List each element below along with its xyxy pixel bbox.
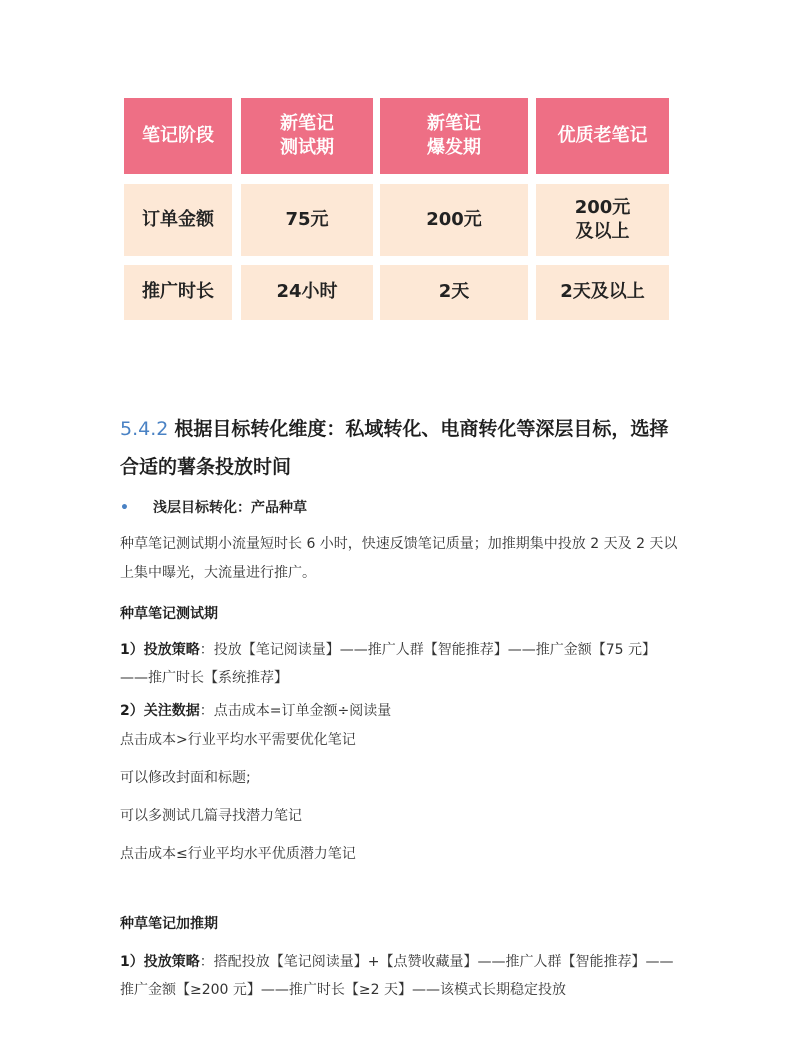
bullet-label: 浅层目标转化：产品种草 [152,500,307,516]
note-line: 点击成本≤行业平均水平优质潜力笔记 [120,846,356,862]
test-data-line [120,697,680,725]
table-cell: 200元 及以上 [536,184,669,256]
section-title: 根据目标转化维度：私域转化、电商转化等深层目标，选择合适的薯条投放时间 [120,418,669,478]
section-heading [120,410,680,486]
table-header-cell: 新笔记 爆发期 [380,98,528,174]
note-line: 可以修改封面和标题; [120,770,251,786]
table-row-label: 订单金额 [124,184,232,256]
intro-paragraph: 种草笔记测试期小流量短时长 6 小时，快速反馈笔记质量；加推期集中投放 2 天及 2 天以上集中曝光，大流量进行推广。 [120,536,678,581]
data-text: ：点击成本=订单金额÷阅读量 [199,703,392,719]
boost-strategy-line [120,948,680,1004]
strategy-text: ：投放【笔记阅读量】——推广人群【智能推荐】——推广金额【75 元】——推广时长【系统推荐】 [120,642,657,686]
table-cell: 200元 [380,184,528,256]
table-header-cell: 新笔记 测试期 [241,98,373,174]
strategy-lead: 1）投放策略 [120,954,200,970]
data-lead: 2）关注数据 [120,703,200,719]
boost-period-title: 种草笔记加推期 [120,916,218,932]
strategy-text: ：搭配投放【笔记阅读量】+【点赞收藏量】——推广人群【智能推荐】——推广金额【≥200 元】——推广时长【≥2 天】——该模式长期稳定投放 [120,954,674,998]
table-row-label: 推广时长 [124,265,232,320]
table-cell: 2天 [380,265,528,320]
note-line: 点击成本>行业平均水平需要优化笔记 [120,732,356,748]
budget-table [124,98,669,320]
bullet-dot-icon: • [120,500,129,516]
table-header-cell: 优质老笔记 [536,98,669,174]
bullet-item [120,497,307,517]
strategy-lead: 1）投放策略 [120,642,200,658]
table-header-cell: 笔记阶段 [124,98,232,174]
table-cell: 75元 [241,184,373,256]
test-strategy-line [120,636,680,692]
test-period-title: 种草笔记测试期 [120,606,218,622]
section-number: 5.4.2 [120,418,169,440]
note-line: 可以多测试几篇寻找潜力笔记 [120,808,302,824]
table-cell: 24小时 [241,265,373,320]
table-cell: 2天及以上 [536,265,669,320]
